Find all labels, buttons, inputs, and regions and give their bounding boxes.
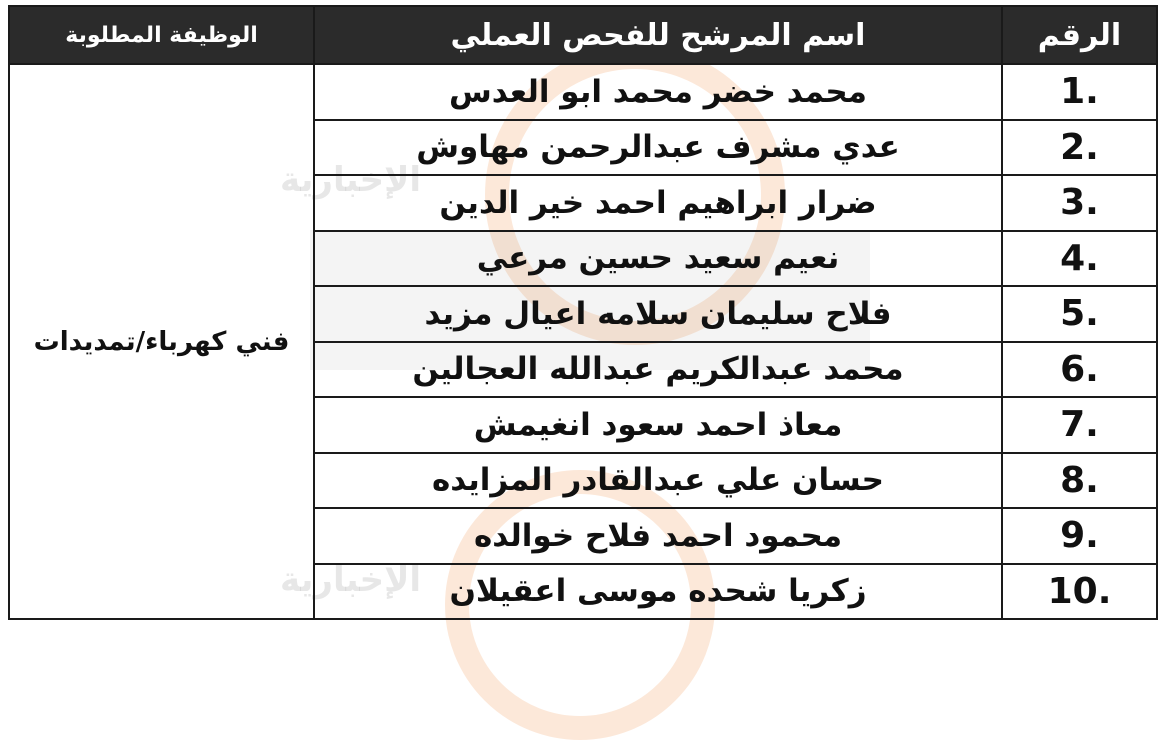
row-number: 8. <box>1002 453 1157 509</box>
row-number: 7. <box>1002 397 1157 453</box>
row-number: 2. <box>1002 120 1157 176</box>
candidate-name: محمد خضر محمد ابو العدس <box>314 64 1002 120</box>
candidate-name: زكريا شحده موسى اعقيلان <box>314 564 1002 620</box>
row-number: 4. <box>1002 231 1157 287</box>
header-candidate-name: اسم المرشح للفحص العملي <box>314 6 1002 64</box>
candidate-name: حسان علي عبدالقادر المزايده <box>314 453 1002 509</box>
candidate-name: ضرار ابراهيم احمد خير الدين <box>314 175 1002 231</box>
header-number: الرقم <box>1002 6 1157 64</box>
row-number: 3. <box>1002 175 1157 231</box>
table-header-row <box>9 6 1157 64</box>
candidates-table <box>8 5 1158 620</box>
candidate-name: فلاح سليمان سلامه اعيال مزيد <box>314 286 1002 342</box>
candidate-name: عدي مشرف عبدالرحمن مهاوش <box>314 120 1002 176</box>
row-number: 10. <box>1002 564 1157 620</box>
row-number: 9. <box>1002 508 1157 564</box>
row-number: 5. <box>1002 286 1157 342</box>
candidate-name: محمود احمد فلاح خوالده <box>314 508 1002 564</box>
candidate-name: نعيم سعيد حسين مرعي <box>314 231 1002 287</box>
job-title-cell: فني كهرباء/تمديدات <box>9 64 314 619</box>
row-number: 6. <box>1002 342 1157 398</box>
table-row <box>9 64 1157 120</box>
watermark-text: الإخبارية <box>280 560 422 600</box>
candidate-name: معاذ احمد سعود انغيمش <box>314 397 1002 453</box>
watermark-text: الإخبارية <box>280 160 422 200</box>
row-number: 1. <box>1002 64 1157 120</box>
candidate-name: محمد عبدالكريم عبدالله العجالين <box>314 342 1002 398</box>
header-required-job: الوظيفة المطلوبة <box>9 6 314 64</box>
